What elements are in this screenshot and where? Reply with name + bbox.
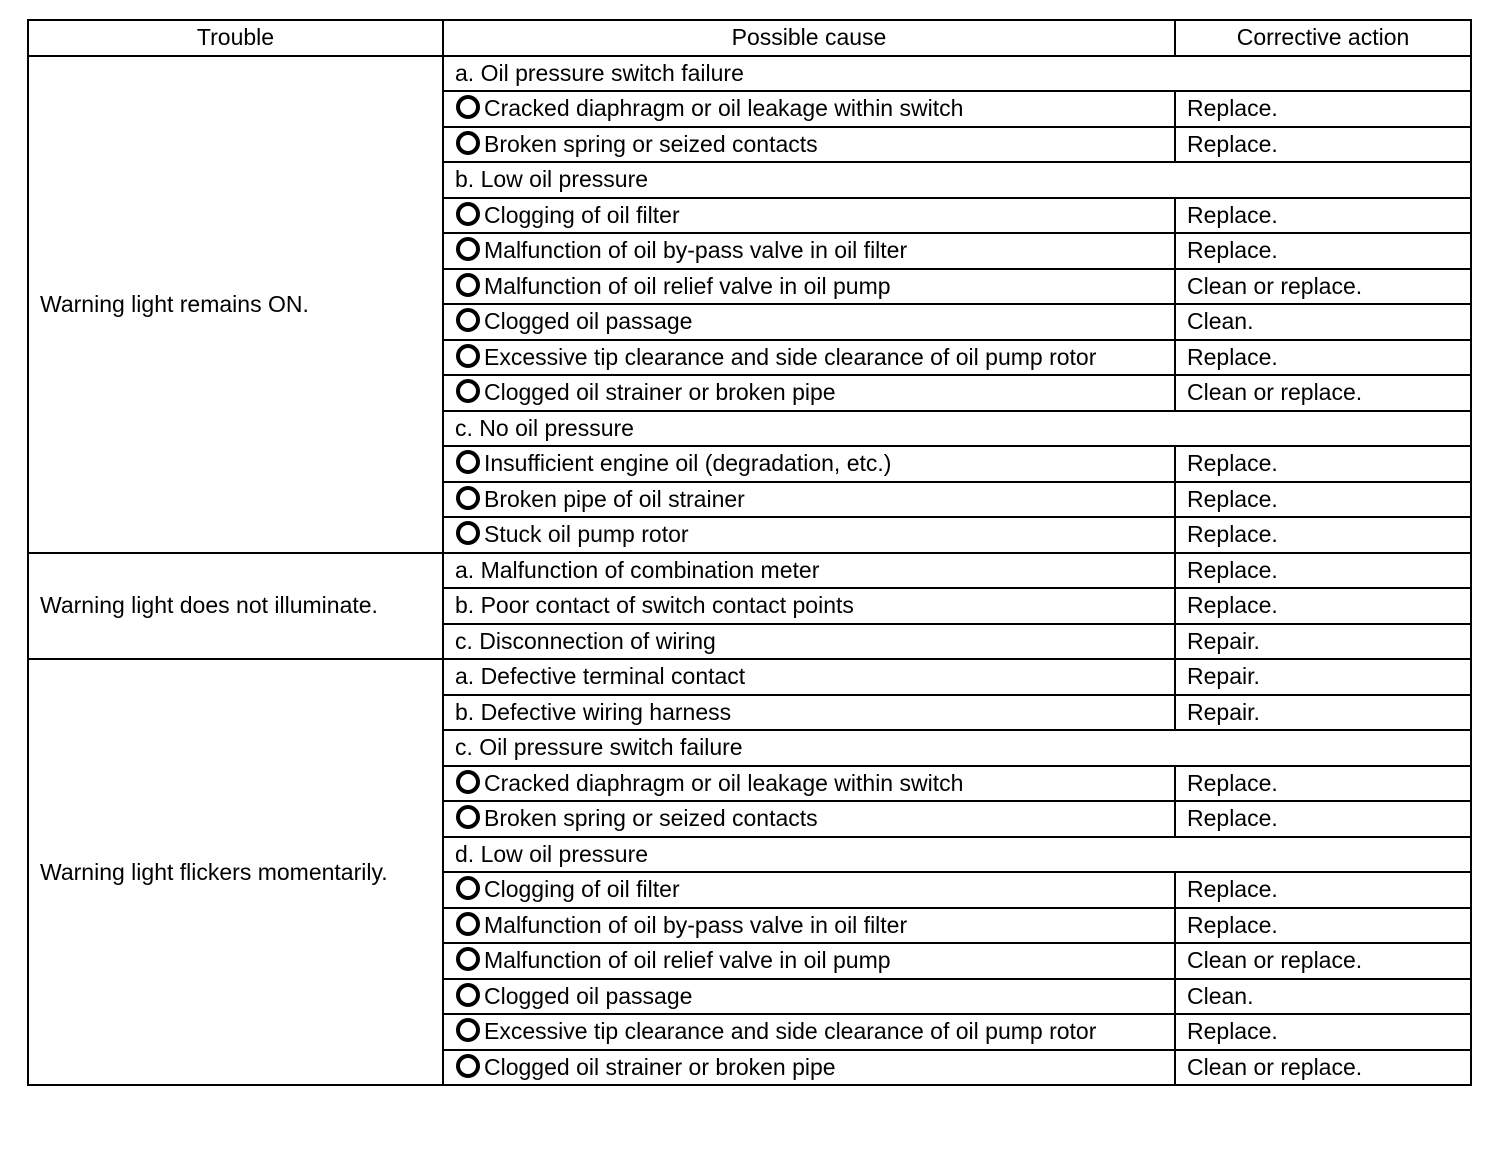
cause-text: Clogged oil strainer or broken pipe [484,1053,836,1080]
circle-bullet-icon [456,1054,480,1078]
header-trouble: Trouble [28,20,443,56]
cause-category-cell: c. No oil pressure [443,411,1471,447]
circle-bullet-icon [456,521,480,545]
circle-bullet-icon [456,273,480,297]
circle-bullet-icon [456,344,480,368]
cause-category-cell: d. Low oil pressure [443,837,1471,873]
cause-cell [443,340,1175,376]
troubleshooting-table [27,19,1472,1086]
cause-text: Insufficient engine oil (degradation, etc.) [484,450,892,477]
circle-bullet-icon [456,912,480,936]
cause-text: Clogging of oil filter [484,201,680,228]
circle-bullet-icon [456,379,480,403]
cause-cell [443,517,1175,553]
action-cell: Clean or replace. [1175,1050,1471,1086]
header-corrective-action: Corrective action [1175,20,1471,56]
cause-cell [443,801,1175,837]
circle-bullet-icon [456,95,480,119]
cause-cell [443,446,1175,482]
cause-cell [443,269,1175,305]
circle-bullet-icon [456,237,480,261]
action-cell: Replace. [1175,801,1471,837]
cause-category-cell: a. Oil pressure switch failure [443,56,1471,92]
cause-text: Clogged oil passage [484,982,693,1009]
cause-cell [443,91,1175,127]
cause-cell [443,943,1175,979]
cause-cell [443,127,1175,163]
action-cell: Replace. [1175,872,1471,908]
circle-bullet-icon [456,876,480,900]
action-cell: Replace. [1175,340,1471,376]
cause-text: Broken spring or seized contacts [484,130,818,157]
table-row [28,553,1471,589]
circle-bullet-icon [456,450,480,474]
circle-bullet-icon [456,308,480,332]
circle-bullet-icon [456,202,480,226]
cause-cell [443,588,1175,624]
cause-text: Broken spring or seized contacts [484,805,818,832]
table-header-row [28,20,1471,56]
action-cell: Repair. [1175,695,1471,731]
cause-category-cell: b. Low oil pressure [443,162,1471,198]
cause-text: b. Poor contact of switch contact points [455,592,854,619]
cause-text: c. Disconnection of wiring [455,627,716,654]
action-cell: Replace. [1175,553,1471,589]
action-cell: Replace. [1175,908,1471,944]
cause-cell [443,624,1175,660]
action-cell: Replace. [1175,766,1471,802]
action-cell: Replace. [1175,127,1471,163]
action-cell: Replace. [1175,446,1471,482]
cause-text: Clogged oil passage [484,308,693,335]
cause-cell [443,304,1175,340]
cause-text: Stuck oil pump rotor [484,521,689,548]
cause-cell [443,695,1175,731]
table-body [28,56,1471,1086]
cause-cell [443,659,1175,695]
action-cell: Replace. [1175,588,1471,624]
action-cell: Replace. [1175,233,1471,269]
action-cell: Replace. [1175,91,1471,127]
cause-cell [443,979,1175,1015]
action-cell: Clean. [1175,304,1471,340]
cause-cell [443,908,1175,944]
cause-text: Malfunction of oil relief valve in oil pump [484,272,891,299]
trouble-cell: Warning light remains ON. [28,56,443,553]
header-possible-cause: Possible cause [443,20,1175,56]
table-row [28,56,1471,92]
cause-cell [443,233,1175,269]
action-cell: Replace. [1175,198,1471,234]
trouble-cell: Warning light flickers momentarily. [28,659,443,1085]
cause-text: a. Defective terminal contact [455,663,746,690]
circle-bullet-icon [456,131,480,155]
cause-text: Malfunction of oil by-pass valve in oil filter [484,237,908,264]
action-cell: Repair. [1175,659,1471,695]
cause-text: b. Defective wiring harness [455,698,732,725]
cause-text: Cracked diaphragm or oil leakage within switch [484,769,964,796]
cause-cell [443,198,1175,234]
action-cell: Clean or replace. [1175,375,1471,411]
cause-text: Malfunction of oil relief valve in oil pump [484,947,891,974]
cause-text: a. Malfunction of combination meter [455,556,820,583]
action-cell: Clean. [1175,979,1471,1015]
circle-bullet-icon [456,983,480,1007]
action-cell: Clean or replace. [1175,943,1471,979]
cause-text: Cracked diaphragm or oil leakage within switch [484,95,964,122]
cause-cell [443,375,1175,411]
cause-category-cell: c. Oil pressure switch failure [443,730,1471,766]
action-cell: Replace. [1175,1014,1471,1050]
cause-cell [443,766,1175,802]
cause-cell [443,553,1175,589]
table-row [28,659,1471,695]
cause-cell [443,872,1175,908]
circle-bullet-icon [456,1018,480,1042]
action-cell: Replace. [1175,517,1471,553]
action-cell: Repair. [1175,624,1471,660]
trouble-cell: Warning light does not illuminate. [28,553,443,660]
cause-text: Clogging of oil filter [484,876,680,903]
cause-text: Excessive tip clearance and side clearance of oil pump rotor [484,343,1097,370]
cause-text: Excessive tip clearance and side clearance of oil pump rotor [484,1018,1097,1045]
circle-bullet-icon [456,770,480,794]
cause-cell [443,1050,1175,1086]
cause-text: Clogged oil strainer or broken pipe [484,379,836,406]
cause-cell [443,482,1175,518]
cause-text: Broken pipe of oil strainer [484,485,745,512]
circle-bullet-icon [456,947,480,971]
cause-cell [443,1014,1175,1050]
circle-bullet-icon [456,805,480,829]
action-cell: Clean or replace. [1175,269,1471,305]
cause-text: Malfunction of oil by-pass valve in oil filter [484,911,908,938]
action-cell: Replace. [1175,482,1471,518]
circle-bullet-icon [456,486,480,510]
